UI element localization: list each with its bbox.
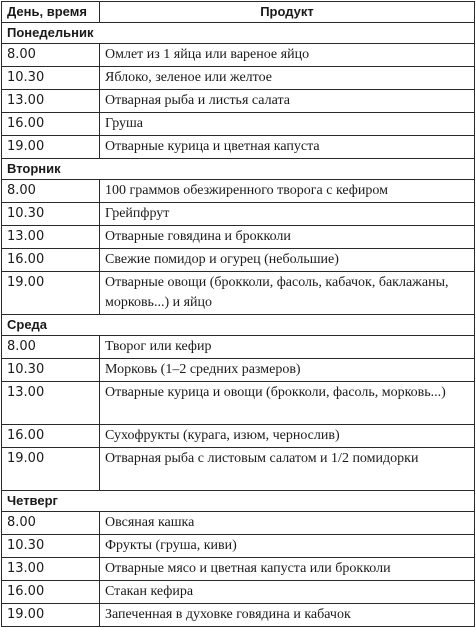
table-row	[2, 272, 475, 315]
meal-time: 13.00	[2, 382, 100, 425]
table-row	[2, 359, 475, 382]
day-row-tuesday	[2, 159, 475, 180]
table-row	[2, 180, 475, 203]
meal-time: 10.30	[2, 203, 100, 226]
table-row	[2, 535, 475, 558]
meal-food: Омлет из 1 яйца или вареное яйцо	[100, 44, 475, 67]
meal-time: 8.00	[2, 512, 100, 535]
day-row-thursday	[2, 491, 475, 512]
meal-food: Отварные овощи (брокколи, фасоль, кабачок, баклажаны, морковь...) и яйцо	[100, 272, 475, 315]
meal-time: 10.30	[2, 67, 100, 90]
meal-food: 100 граммов обезжиренного творога с кефиром	[100, 180, 475, 203]
meal-time: 16.00	[2, 425, 100, 448]
day-name: Понедельник	[2, 23, 475, 44]
meal-food: Свежие помидор и огурец (небольшие)	[100, 249, 475, 272]
table-row	[2, 249, 475, 272]
table-row	[2, 113, 475, 136]
meal-time: 16.00	[2, 113, 100, 136]
meal-food: Стакан кефира	[100, 581, 475, 604]
meal-food: Морковь (1–2 средних размеров)	[100, 359, 475, 382]
meal-food: Запеченная в духовке говядина и кабачок	[100, 604, 475, 627]
table-header-row	[2, 2, 475, 23]
day-name: Среда	[2, 315, 475, 336]
day-name: Вторник	[2, 159, 475, 180]
day-row-wednesday	[2, 315, 475, 336]
meal-food: Овсяная кашка	[100, 512, 475, 535]
product-header: Продукт	[100, 2, 475, 23]
meal-food: Сухофрукты (курага, изюм, чернослив)	[100, 425, 475, 448]
meal-time: 16.00	[2, 581, 100, 604]
meal-food: Груша	[100, 113, 475, 136]
meal-time: 8.00	[2, 336, 100, 359]
meal-time: 19.00	[2, 272, 100, 315]
meal-food: Грейпфрут	[100, 203, 475, 226]
meal-food: Отварная рыба с листовым салатом и 1/2 помидорки	[100, 448, 475, 491]
meal-time: 10.30	[2, 535, 100, 558]
table-row	[2, 581, 475, 604]
table-row	[2, 336, 475, 359]
meal-food: Яблоко, зеленое или желтое	[100, 67, 475, 90]
table-row	[2, 44, 475, 67]
meal-food: Отварные говядина и брокколи	[100, 226, 475, 249]
meal-time: 13.00	[2, 226, 100, 249]
meal-food: Фрукты (груша, киви)	[100, 535, 475, 558]
table-row	[2, 226, 475, 249]
table-row	[2, 425, 475, 448]
table-row	[2, 203, 475, 226]
meal-time: 19.00	[2, 136, 100, 159]
table-row	[2, 90, 475, 113]
table-row	[2, 604, 475, 627]
meal-time: 13.00	[2, 90, 100, 113]
day-name: Четверг	[2, 491, 475, 512]
day-row-monday	[2, 23, 475, 44]
diet-menu-table	[1, 1, 475, 627]
meal-food: Отварные курица и цветная капуста	[100, 136, 475, 159]
table-row	[2, 512, 475, 535]
table-row	[2, 67, 475, 90]
meal-food: Отварные курица и овощи (брокколи, фасоль, морковь...)	[100, 382, 475, 425]
meal-time: 10.30	[2, 359, 100, 382]
meal-food: Творог или кефир	[100, 336, 475, 359]
table-row	[2, 558, 475, 581]
meal-time: 13.00	[2, 558, 100, 581]
meal-food: Отварная рыба и листья салата	[100, 90, 475, 113]
table-row	[2, 448, 475, 491]
table-row	[2, 382, 475, 425]
meal-time: 8.00	[2, 44, 100, 67]
meal-food: Отварные мясо и цветная капуста или брокколи	[100, 558, 475, 581]
meal-time: 19.00	[2, 604, 100, 627]
table-row	[2, 136, 475, 159]
meal-time: 8.00	[2, 180, 100, 203]
day-time-header: День, время	[2, 2, 100, 23]
meal-time: 19.00	[2, 448, 100, 491]
meal-time: 16.00	[2, 249, 100, 272]
